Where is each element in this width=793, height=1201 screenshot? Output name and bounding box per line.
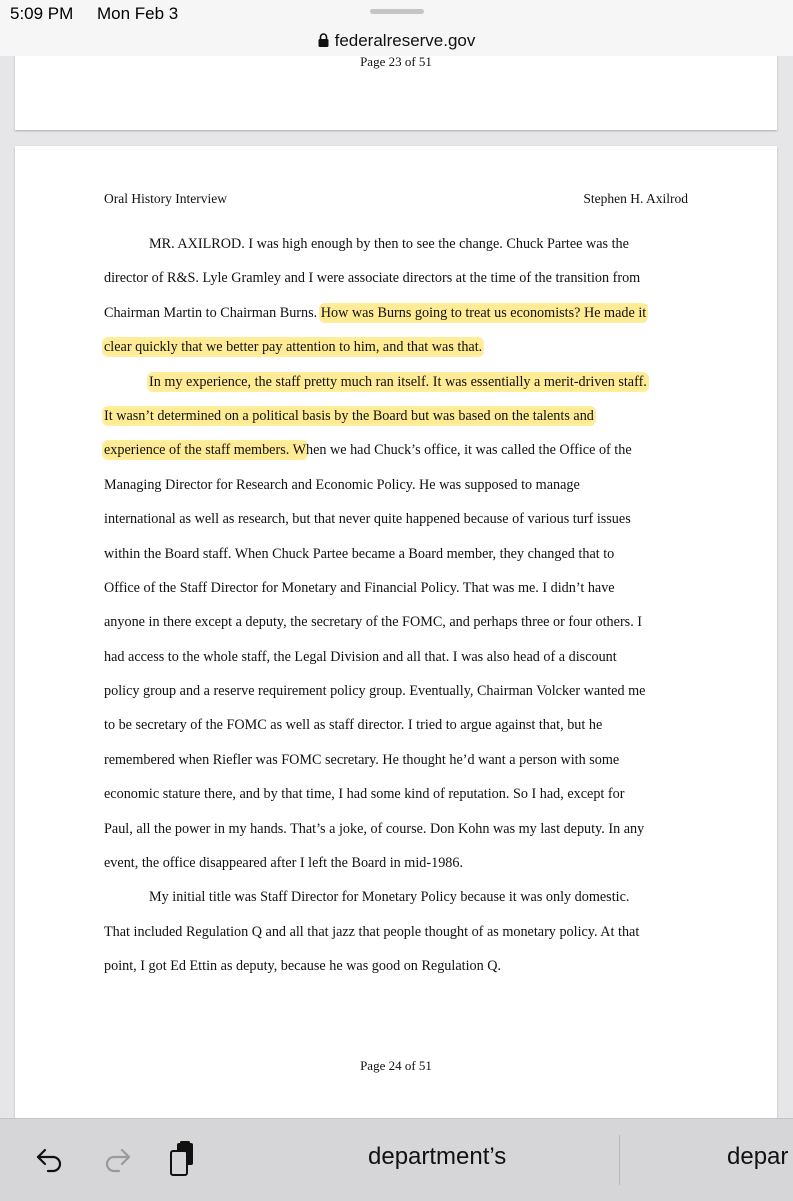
text-line	[104, 640, 704, 674]
keyboard-shortcut-bar	[0, 1118, 793, 1201]
document-body	[104, 227, 704, 984]
lock-icon	[318, 32, 329, 52]
text-line	[104, 777, 704, 811]
multitasking-grabber[interactable]	[370, 9, 424, 14]
text-segment: MR. AXILROD. I was high enough by then to see the change. Chuck Partee was the	[149, 236, 629, 252]
suggestion-divider	[619, 1135, 620, 1185]
text-line	[104, 571, 704, 605]
running-header-right: Stephen H. Axilrod	[583, 191, 688, 206]
text-line	[104, 433, 704, 467]
url-text[interactable]: federalreserve.gov	[334, 31, 476, 50]
text-segment: within the Board staff. When Chuck Partee became a Board member, they changed that to	[104, 545, 615, 562]
autocomplete-suggestion[interactable]: department’s	[368, 1143, 507, 1170]
text-segment: point, I got Ed Ettin as deputy, because he was good on Regulation Q.	[104, 958, 502, 975]
highlighted-text[interactable]: How was Burns going to treat us economists? He made it	[320, 304, 647, 321]
pdf-page-previous	[15, 56, 777, 130]
text-segment: hen we had Chuck’s office, it was called the Office of the	[305, 442, 632, 459]
address-bar[interactable]	[0, 30, 793, 56]
paste-button[interactable]	[163, 1141, 203, 1181]
text-segment: economic stature there, and by that time, I had some kind of reputation. So I had, except for	[104, 786, 625, 803]
autocomplete-suggestion[interactable]: depar	[727, 1143, 789, 1170]
page-footer: Page 24 of 51	[360, 1058, 432, 1073]
text-segment: Chairman Martin to Chairman Burns.	[104, 304, 321, 321]
text-line	[104, 537, 704, 571]
text-line	[104, 330, 704, 364]
status-bar	[0, 0, 793, 30]
text-segment: remembered when Riefler was FOMC secretary. He thought he’d want a person with some	[104, 751, 620, 768]
text-line	[104, 261, 704, 295]
text-segment: Office of the Staff Director for Monetary and Financial Policy. That was me. I didn’t have	[104, 579, 615, 596]
text-line	[104, 949, 704, 983]
text-line	[104, 502, 704, 536]
redo-arrow-icon	[101, 1145, 133, 1178]
text-line	[104, 846, 704, 880]
text-line	[104, 674, 704, 708]
highlighted-text[interactable]: clear quickly that we better pay attention to him, and that was that.	[104, 339, 483, 356]
text-segment: Managing Director for Research and Economic Policy. He was supposed to manage	[104, 476, 580, 493]
text-line	[104, 812, 704, 846]
running-header-left: Oral History Interview	[104, 191, 227, 206]
text-line	[104, 605, 704, 639]
highlighted-text[interactable]: experience of the staff members. W	[104, 442, 306, 459]
text-segment: My initial title was Staff Director for Monetary Policy because it was only domestic.	[149, 889, 630, 906]
text-segment: That included Regulation Q and all that jazz that people thought of as monetary policy. At that	[104, 923, 640, 940]
text-segment: to be secretary of the FOMC as well as staff director. I tried to argue against that, but he	[104, 717, 603, 734]
text-line	[104, 708, 704, 742]
text-line	[104, 399, 704, 433]
text-segment: international as well as research, but that never quite happened because of various turf issues	[104, 511, 631, 528]
previous-page-footer: Page 23 of 51	[360, 56, 432, 69]
clipboard-icon	[168, 1141, 198, 1182]
undo-button[interactable]	[30, 1141, 70, 1181]
text-segment: policy group and a reserve requirement policy group. Eventually, Chairman Volcker wanted me	[104, 683, 646, 700]
text-line	[104, 365, 704, 399]
redo-button[interactable]	[97, 1141, 137, 1181]
text-segment: director of R&S. Lyle Gramley and I were associate directors at the time of the transition from	[104, 270, 641, 287]
text-segment: had access to the whole staff, the Legal Division and all that. I was also head of a discount	[104, 648, 617, 665]
text-segment: Paul, all the power in my hands. That’s a joke, of course. Don Kohn was my last deputy. In any	[104, 820, 645, 837]
text-segment: event, the office disappeared after I left the Board in mid-1986.	[104, 855, 464, 872]
text-line	[104, 227, 704, 261]
status-time: 5:09 PM	[10, 4, 74, 23]
text-line	[104, 915, 704, 949]
text-line	[104, 880, 704, 914]
text-segment: anyone in there except a deputy, the secretary of the FOMC, and perhaps three or four others. I	[104, 614, 643, 631]
pdf-viewer[interactable]	[0, 56, 793, 1118]
pdf-page-current	[15, 146, 777, 1118]
highlighted-text[interactable]: It wasn’t determined on a political basis by the Board but was based on the talents and	[104, 407, 594, 424]
undo-arrow-icon	[34, 1145, 66, 1178]
highlighted-text[interactable]: In my experience, the staff pretty much ran itself. It was essentially a merit-driven staff.	[149, 373, 647, 390]
text-line	[104, 743, 704, 777]
text-line	[104, 296, 704, 330]
text-line	[104, 468, 704, 502]
status-date: Mon Feb 3	[97, 4, 179, 23]
